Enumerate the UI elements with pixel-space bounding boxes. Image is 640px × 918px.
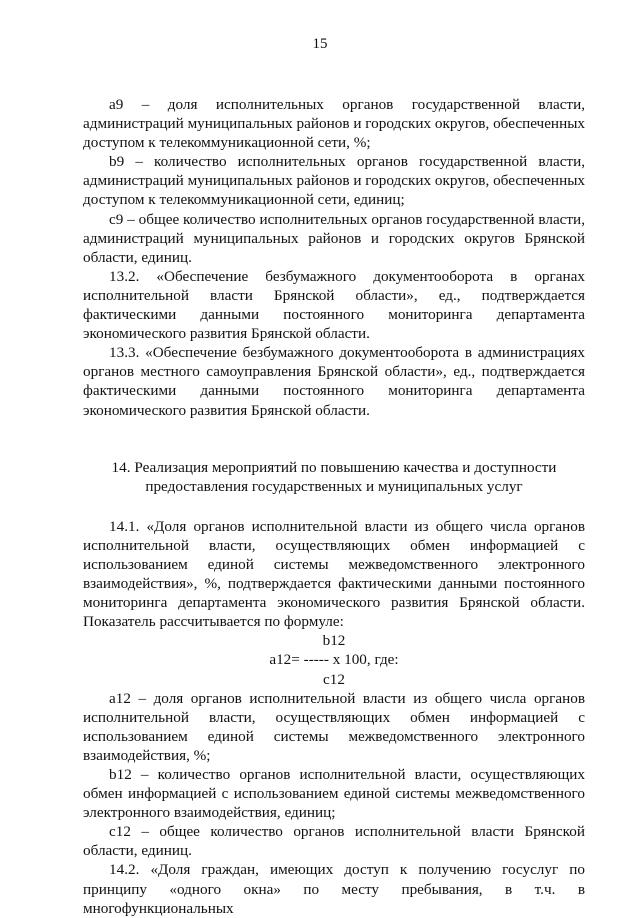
definition-c9: c9 – общее количество исполнительных органов государственной власти, администраций муниципальных районов и городских округов Брянской области, единиц.: [83, 210, 585, 266]
section-heading-14-line1: 14. Реализация мероприятий по повышению качества и доступности: [111, 458, 557, 476]
spacer: [83, 420, 585, 458]
paragraph-14-1: 14.1. «Доля органов исполнительной власти из общего числа органов исполнительной власти, осуществляющих обмен информацией с использованием единой системы межведомственного электронного взаимодействия», %, подтверждается фактическими данными постоянного мониторинга департамента экономического развития Брянской области. Показатель рассчитывается по формуле:: [83, 517, 585, 631]
paragraph-14-2: 14.2. «Доля граждан, имеющих доступ к получению госуслуг по принципу «одного окна» по месту пребывания, в т.ч. в многофункциональных: [83, 861, 585, 917]
formula-numerator: b12: [322, 632, 346, 650]
spacer: [83, 496, 585, 517]
formula-main: a12= ----- х 100, где:: [269, 651, 399, 669]
page-number: 15: [312, 36, 328, 52]
paragraph-13-2: 13.2. «Обеспечение безбумажного документооборота в органах исполнительной власти Брянской области», ед., подтверждается фактическими данными постоянного мониторинга департамента экономического развития Брянской области.: [83, 267, 585, 343]
definition-c12: c12 – общее количество органов исполнительной власти Брянской области, единиц.: [83, 823, 585, 860]
paragraph-13-3: 13.3. «Обеспечение безбумажного документооборота в администрациях органов местного самоуправления Брянской области», ед., подтверждается фактическими данными постоянного мониторинга департамента экономического развития Брянской области.: [83, 344, 585, 419]
definition-b9: b9 – количество исполнительных органов государственной власти, администраций муниципальных районов и городских округов, обеспеченных доступом к телекоммуникационной сети, единиц;: [83, 153, 585, 209]
definition-a9: a9 – доля исполнительных органов государственной власти, администраций муниципальных районов и городских округов, обеспеченных доступом к телекоммуникационной сети, %;: [83, 96, 585, 152]
definition-b12: b12 – количество органов исполнительной власти, осуществляющих обмен информацией с использованием единой системы межведомственного электронного взаимодействия, единиц;: [83, 766, 585, 822]
definition-a12: a12 – доля органов исполнительной власти из общего числа органов исполнительной власти, осуществляющих обмен информацией с использованием единой системы межведомственного электронного взаимодействия, %;: [83, 689, 585, 764]
formula-denominator: c12: [323, 670, 345, 688]
section-heading-14-line2: предоставления государственных и муниципальных услуг: [145, 477, 523, 495]
page-content: [83, 95, 585, 918]
